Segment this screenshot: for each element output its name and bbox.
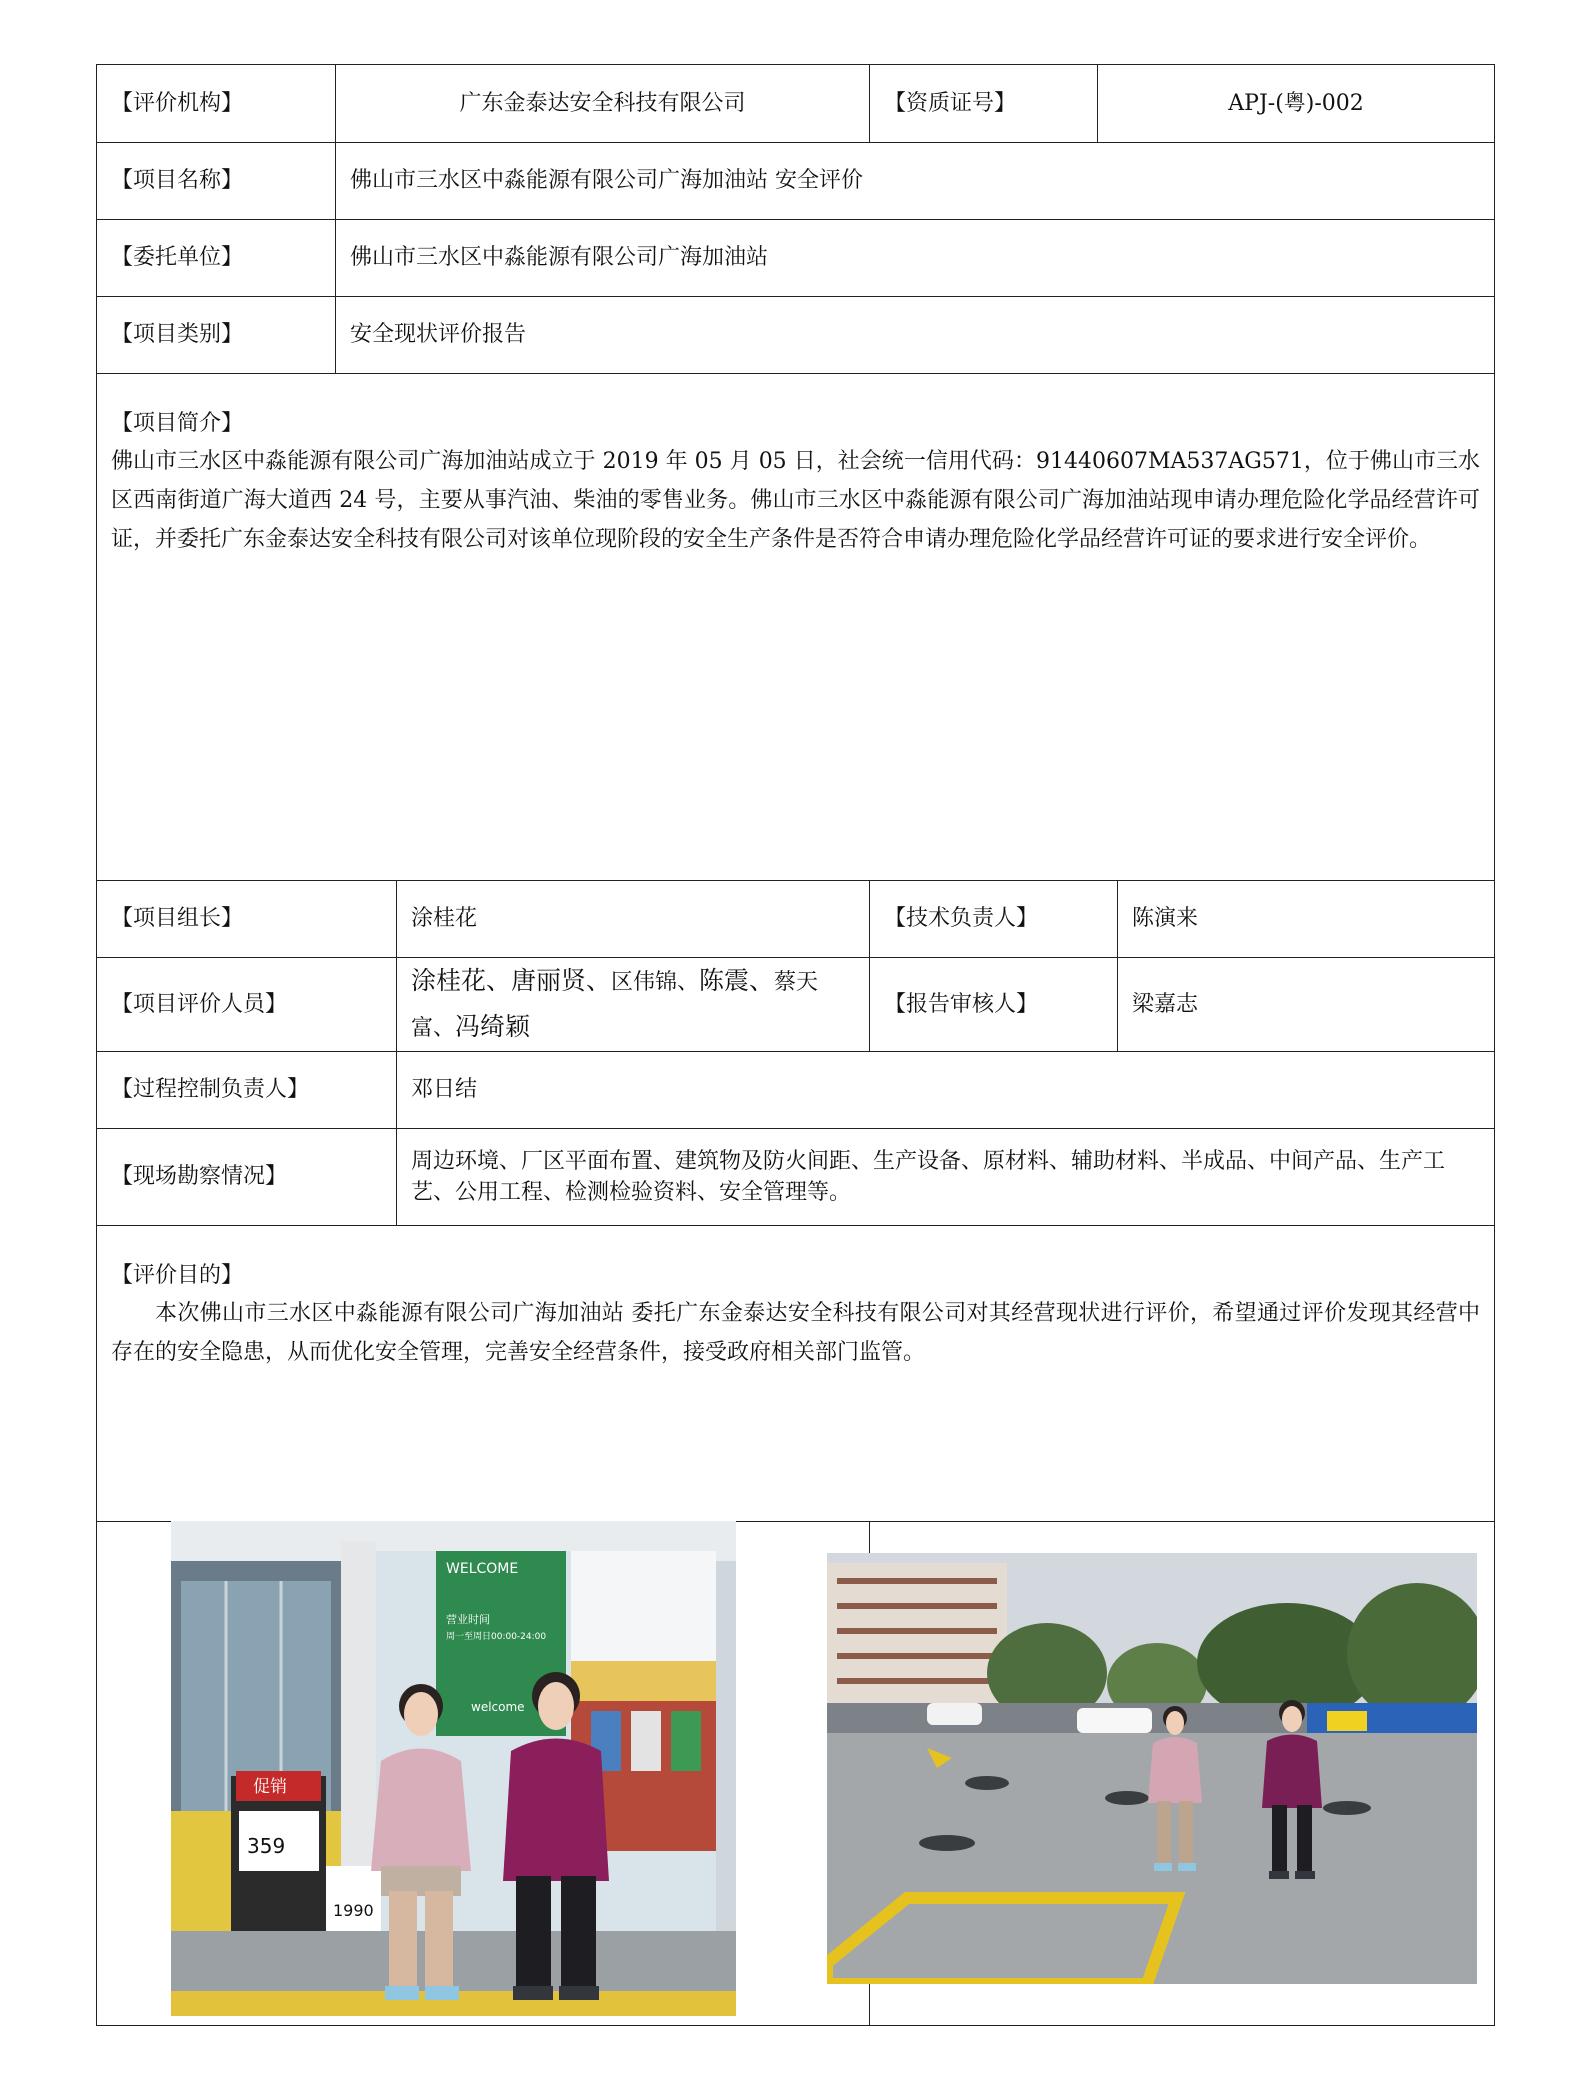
evaluators-part: 冯绮颖 <box>455 1011 531 1041</box>
process-value: 邓日结 <box>397 1052 1495 1129</box>
cert-value: APJ-(粤)-002 <box>1098 65 1495 143</box>
purpose-text: 本次佛山市三水区中淼能源有限公司广海加油站 委托广东金泰达安全科技有限公司对其经营现状进行评价，希望通过评价发现其经营中存在的安全隐患，从而优化安全管理，完善安全经营条件，接受政府相关部门监管。 <box>111 1300 1481 1365</box>
intro-label: 【项目简介】 <box>111 411 244 436</box>
hours-value: 周一至周日00:00-24:00 <box>446 1632 547 1642</box>
cert-label: 【资质证号】 <box>870 65 1098 143</box>
evaluators-part: 富、 <box>411 1015 456 1041</box>
project-name-label: 【项目名称】 <box>97 143 336 220</box>
evaluators-part: 蔡天 <box>774 969 819 995</box>
survey-value: 周边环境、厂区平面布置、建筑物及防火间距、生产设备、原材料、辅助材料、半成品、中间产品、生产工艺、公用工程、检测检验资料、安全管理等。 <box>397 1129 1495 1226</box>
evaluators-part: 陈震、 <box>699 965 775 995</box>
evaluators-part: 区伟锦、 <box>611 969 700 995</box>
welcome-sign: WELCOME <box>446 1561 519 1577</box>
org-value: 广东金泰达安全科技有限公司 <box>336 65 870 143</box>
evaluators-value <box>397 958 870 1052</box>
intro-text: 佛山市三水区中淼能源有限公司广海加油站成立于 2019 年 05 月 05 日，社会统一信用代码：91440607MA537AG571，位于佛山市三水区西南街道广海大道西 24 号，主要从事汽油、柴油的零售业务。佛山市三水区中淼能源有限公司广海加油站现申请办理危险化学品经营许可证，并委托广东金泰达安全科技有限公司对该单位现阶段的安全生产条件是否符合申请办理危险化学品经营许可证的要求进行安全评价。 <box>111 448 1481 552</box>
tech-lead-value: 陈演来 <box>1118 881 1495 958</box>
evaluators-part: 涂桂花、唐丽贤、 <box>411 965 612 995</box>
client-value: 佛山市三水区中淼能源有限公司广海加油站 <box>336 220 1495 297</box>
project-name-value: 佛山市三水区中淼能源有限公司广海加油站 安全评价 <box>336 143 1495 220</box>
promo-sign: 促销 <box>253 1777 287 1797</box>
org-label: 【评价机构】 <box>97 65 336 143</box>
price-tag: 359 <box>247 1834 286 1858</box>
tech-lead-label: 【技术负责人】 <box>870 881 1118 958</box>
process-label: 【过程控制负责人】 <box>97 1052 397 1129</box>
store-sign: welcome <box>471 1700 525 1714</box>
reviewer-label: 【报告审核人】 <box>870 958 1118 1052</box>
category-value: 安全现状评价报告 <box>336 297 1495 374</box>
price-tag: 1990 <box>333 1901 374 1920</box>
leader-label: 【项目组长】 <box>97 881 397 958</box>
evaluators-label: 【项目评价人员】 <box>97 958 397 1052</box>
intro-section <box>97 374 1495 881</box>
purpose-label: 【评价目的】 <box>111 1263 244 1288</box>
reviewer-value: 梁嘉志 <box>1118 958 1495 1052</box>
category-label: 【项目类别】 <box>97 297 336 374</box>
forecourt-photo <box>827 1553 1477 1984</box>
client-label: 【委托单位】 <box>97 220 336 297</box>
hours-sign: 营业时间 <box>446 1613 490 1626</box>
leader-value: 涂桂花 <box>397 881 870 958</box>
survey-label: 【现场勘察情况】 <box>97 1129 397 1226</box>
purpose-section <box>97 1226 1495 1522</box>
store-entrance-photo <box>171 1521 736 2016</box>
